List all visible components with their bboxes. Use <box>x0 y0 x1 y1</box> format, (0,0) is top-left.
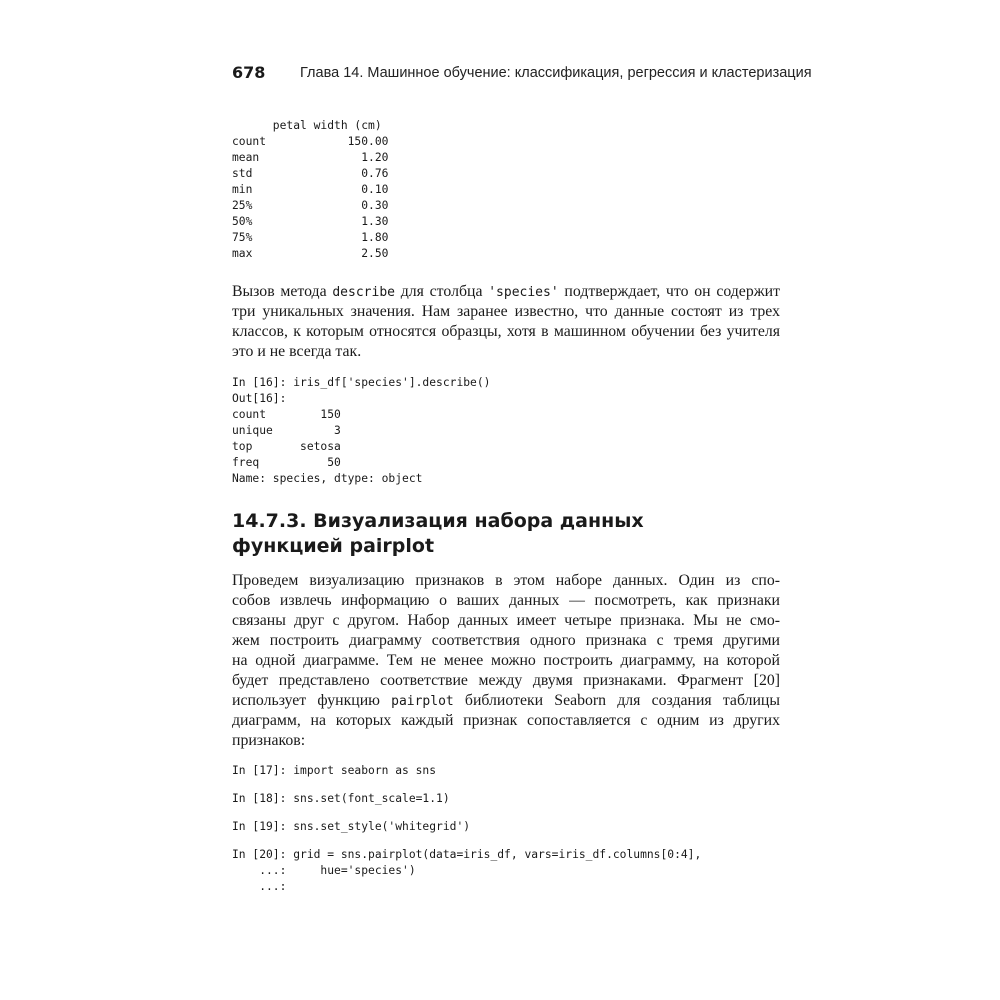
text-line: будет представлено соответствие между двумя признаками. Фрагмент [20] <box>232 672 780 689</box>
code-line: In [19]: sns.set_style('whitegrid') <box>232 820 471 833</box>
code-line: In [16]: iris_df['species'].describe() <box>232 376 491 389</box>
paragraph-describe-species <box>232 282 780 362</box>
code-block-species-describe <box>232 375 490 487</box>
text-line: жем построить диаграмму соответствия одного признака с тремя другими <box>232 632 780 649</box>
code-in19 <box>232 819 470 835</box>
code-line: std 0.76 <box>232 167 389 180</box>
code-line: min 0.10 <box>232 183 389 196</box>
text-line: связаны друг с другом. Набор данных имеет четыре признака. Мы не смо- <box>232 612 780 629</box>
text-line: три уникальных значения. Нам заранее известно, что данные состоят из трех <box>232 303 780 320</box>
code-line: Out[16]: <box>232 392 287 405</box>
text-line: классов, к которым относятся образцы, хотя в машинном обучении без учителя <box>232 323 780 340</box>
code-line: In [18]: sns.set(font_scale=1.1) <box>232 792 450 805</box>
code-in20 <box>232 847 701 895</box>
text-line: это и не всегда так. <box>232 343 362 360</box>
text-line: Вызов метода describe для столбца 'species' подтверждает, что он содержит <box>232 283 780 300</box>
code-line: 25% 0.30 <box>232 199 389 212</box>
text-line: собов извлечь информацию о ваших данных — посмотреть, как признаки <box>232 592 780 609</box>
code-line: In [17]: import seaborn as sns <box>232 764 437 777</box>
text-line: использует функцию pairplot библиотеки Seaborn для создания таблицы <box>232 692 780 709</box>
section-heading-line: функцией pairplot <box>232 535 435 557</box>
section-heading-line: 14.7.3. Визуализация набора данных <box>232 510 644 532</box>
code-line: unique 3 <box>232 424 341 437</box>
paragraph-pairplot-intro <box>232 571 780 751</box>
code-line: 75% 1.80 <box>232 231 389 244</box>
code-in18 <box>232 791 450 807</box>
text-line: Проведем визуализацию признаков в этом наборе данных. Один из спо- <box>232 572 780 589</box>
text-line: диаграмм, на которых каждый признак сопоставляется с одним из других <box>232 712 780 729</box>
code-line: count 150 <box>232 408 341 421</box>
code-line: ...: hue='species') <box>232 864 416 877</box>
code-line: mean 1.20 <box>232 151 389 164</box>
code-line: 50% 1.30 <box>232 215 389 228</box>
code-in17 <box>232 763 436 779</box>
code-line: freq 50 <box>232 456 341 469</box>
page-number: 678 <box>232 63 266 82</box>
code-line: max 2.50 <box>232 247 389 260</box>
code-line: petal width (cm) <box>232 119 382 132</box>
running-header: Глава 14. Машинное обучение: классификация, регрессия и кластеризация <box>300 65 812 81</box>
text-line: признаков: <box>232 732 306 749</box>
code-line: ...: <box>232 880 287 893</box>
code-block-petal-width <box>232 118 388 262</box>
code-line: count 150.00 <box>232 135 389 148</box>
code-line: top setosa <box>232 440 341 453</box>
code-line: Name: species, dtype: object <box>232 472 423 485</box>
text-line: на одной диаграмме. Тем не менее можно построить диаграмму, на которой <box>232 652 780 669</box>
section-heading <box>232 509 644 559</box>
code-line: In [20]: grid = sns.pairplot(data=iris_df, vars=iris_df.columns[0:4], <box>232 848 702 861</box>
